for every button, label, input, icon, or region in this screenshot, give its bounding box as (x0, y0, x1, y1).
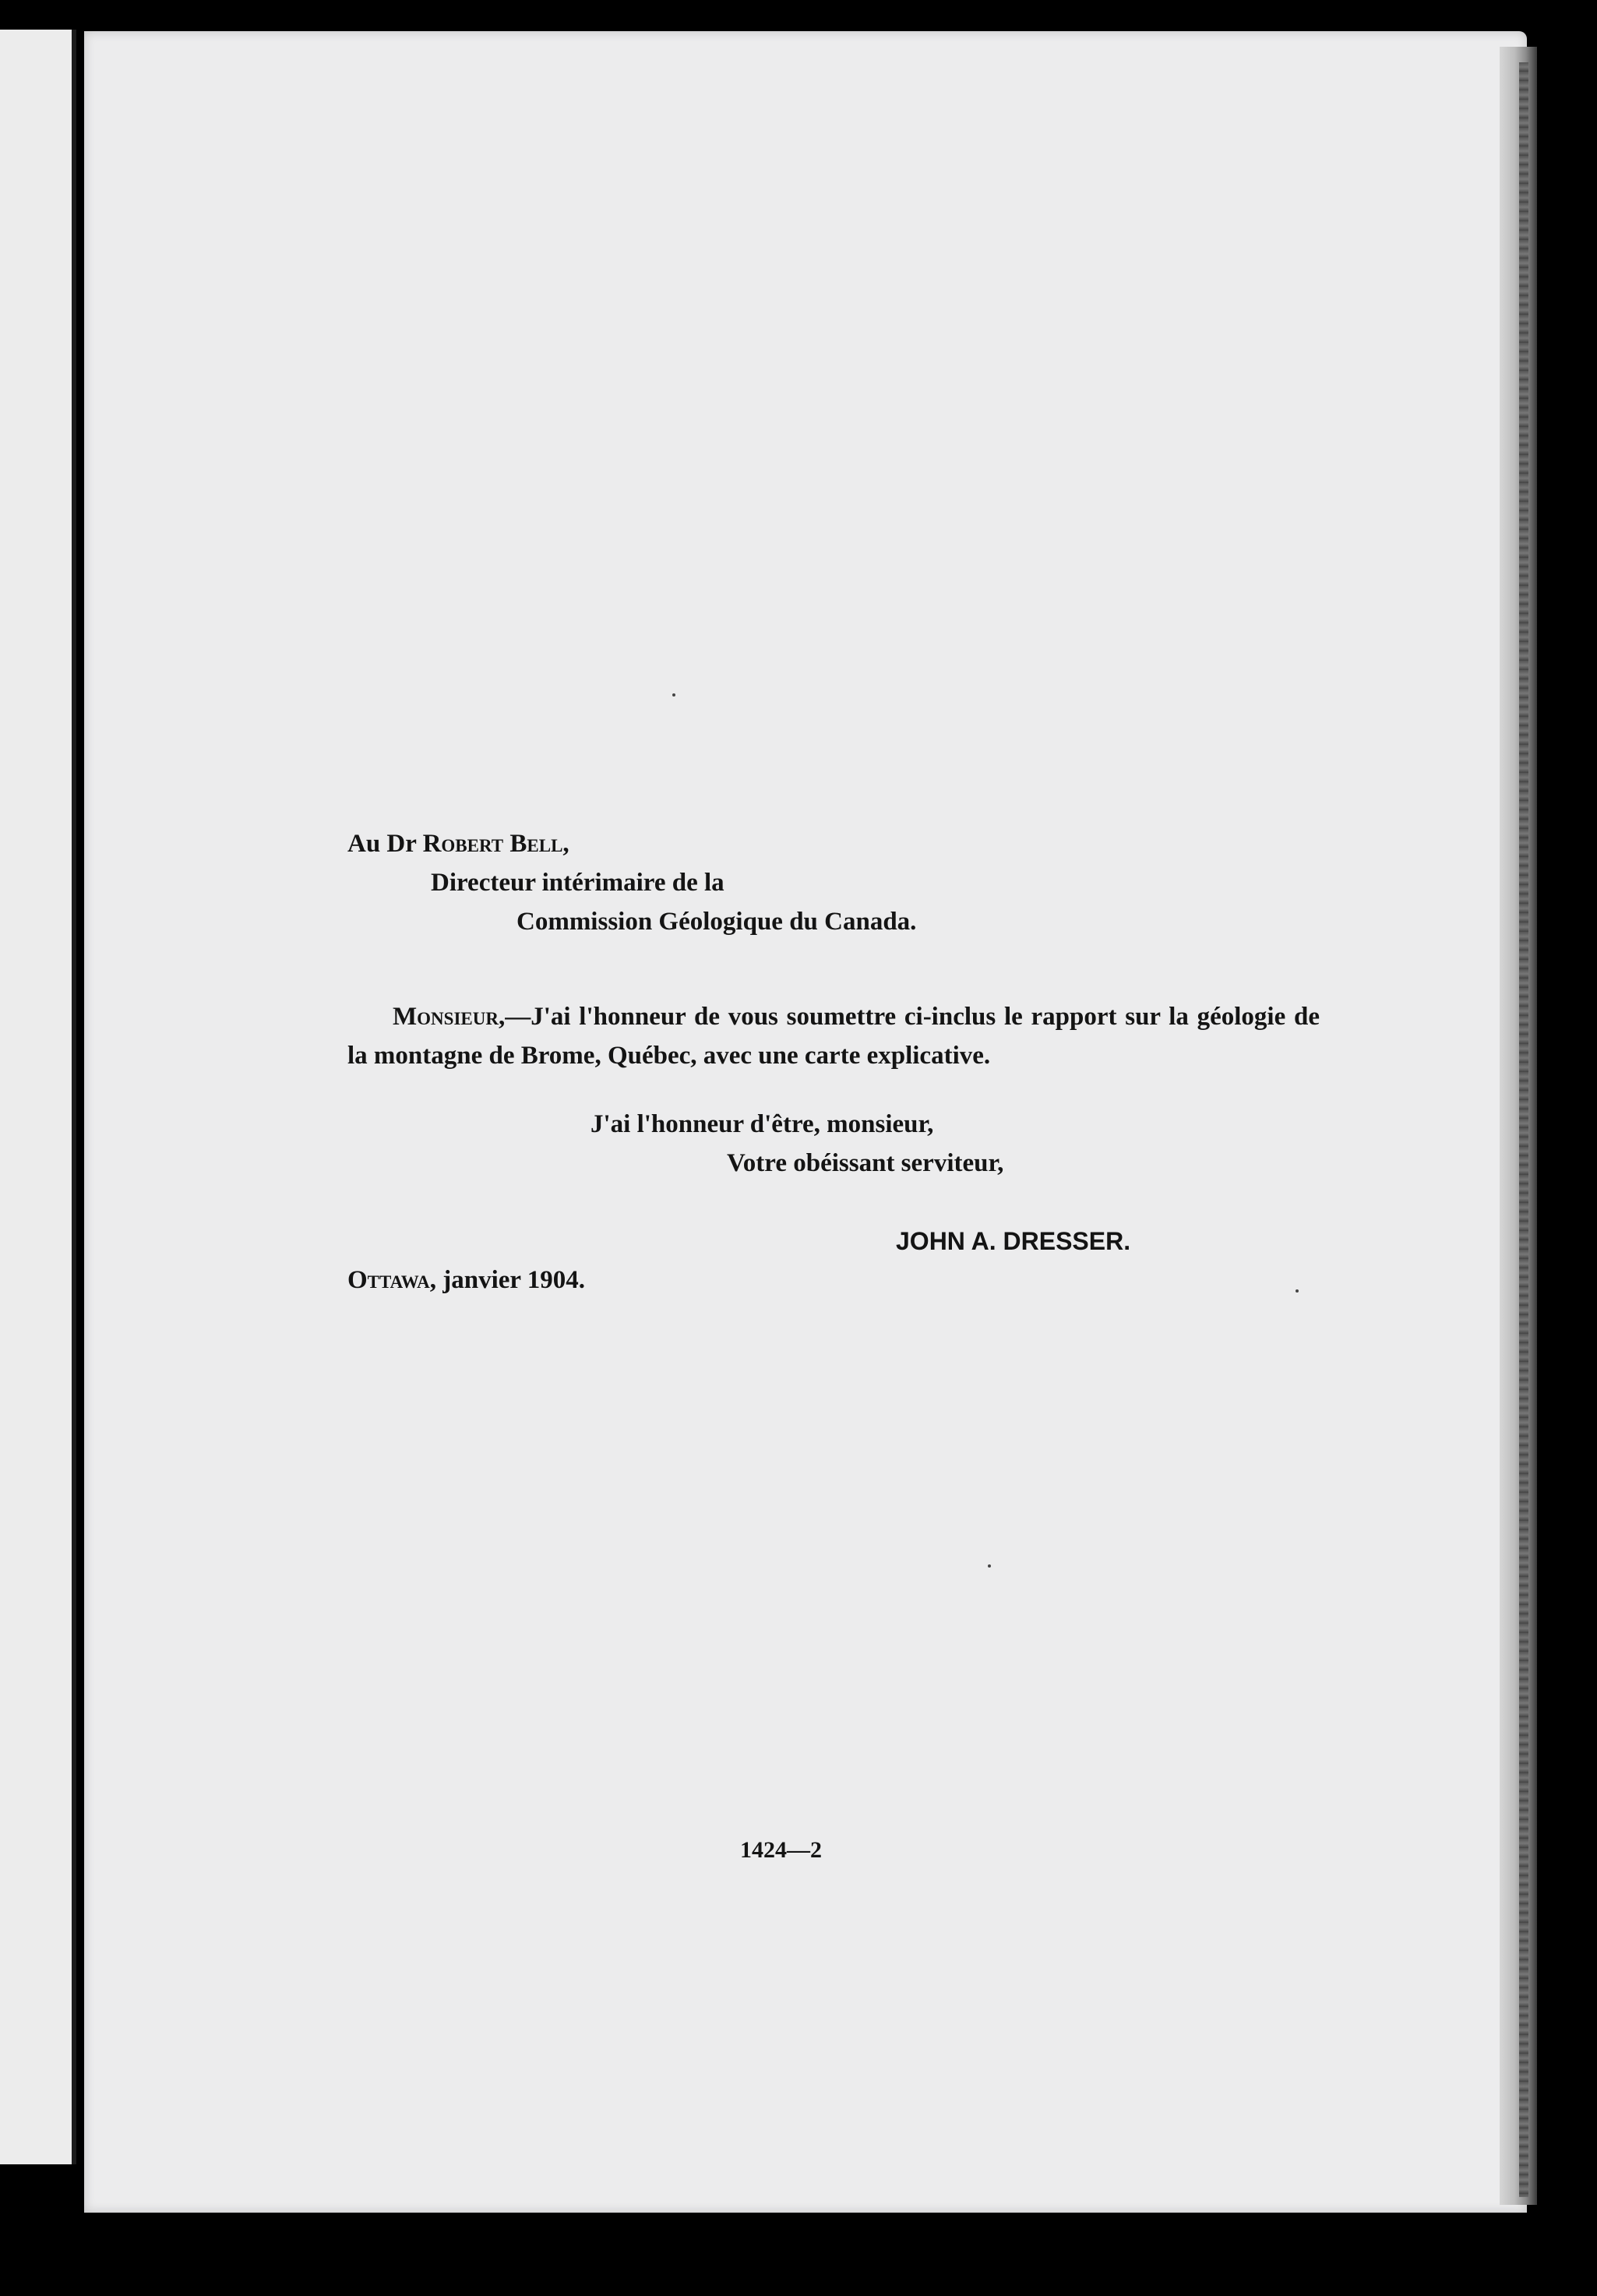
place: Ottawa, (347, 1266, 437, 1294)
salutation: Monsieur, (393, 1003, 506, 1031)
closing-line-1: J'ai l'honneur d'être, monsieur, (591, 1110, 934, 1138)
addressee-prefix: Au Dr (347, 830, 423, 858)
closing-line-2: Votre obéissant serviteur, (727, 1149, 1004, 1177)
body-text: —J'ai l'honneur de vous soumettre ci-inclus le rapport sur la géologie de la montagne de Brome, Québec, avec une carte explicative. (347, 1003, 1320, 1070)
page-signature-mark: 1424—2 (740, 1837, 822, 1863)
place-date (347, 1261, 585, 1300)
addressee-line (347, 824, 569, 863)
previous-page-edge (0, 30, 76, 2164)
date: janvier 1904. (436, 1266, 585, 1294)
paper-speck (1296, 1289, 1299, 1293)
paper-speck (672, 693, 675, 697)
paper-speck (988, 1564, 991, 1568)
addressee-title: Directeur intérimaire de la (431, 869, 724, 897)
signature: JOHN A. DRESSER. (896, 1227, 1131, 1255)
addressee-organization: Commission Géologique du Canada. (516, 908, 917, 936)
addressee-name: Robert Bell, (422, 830, 569, 858)
letter (84, 31, 1527, 2213)
page-edge-stack (1519, 62, 1528, 2197)
document-page (84, 31, 1527, 2213)
page-edge-shadow (1500, 47, 1537, 2205)
letter-body (347, 997, 1320, 1075)
